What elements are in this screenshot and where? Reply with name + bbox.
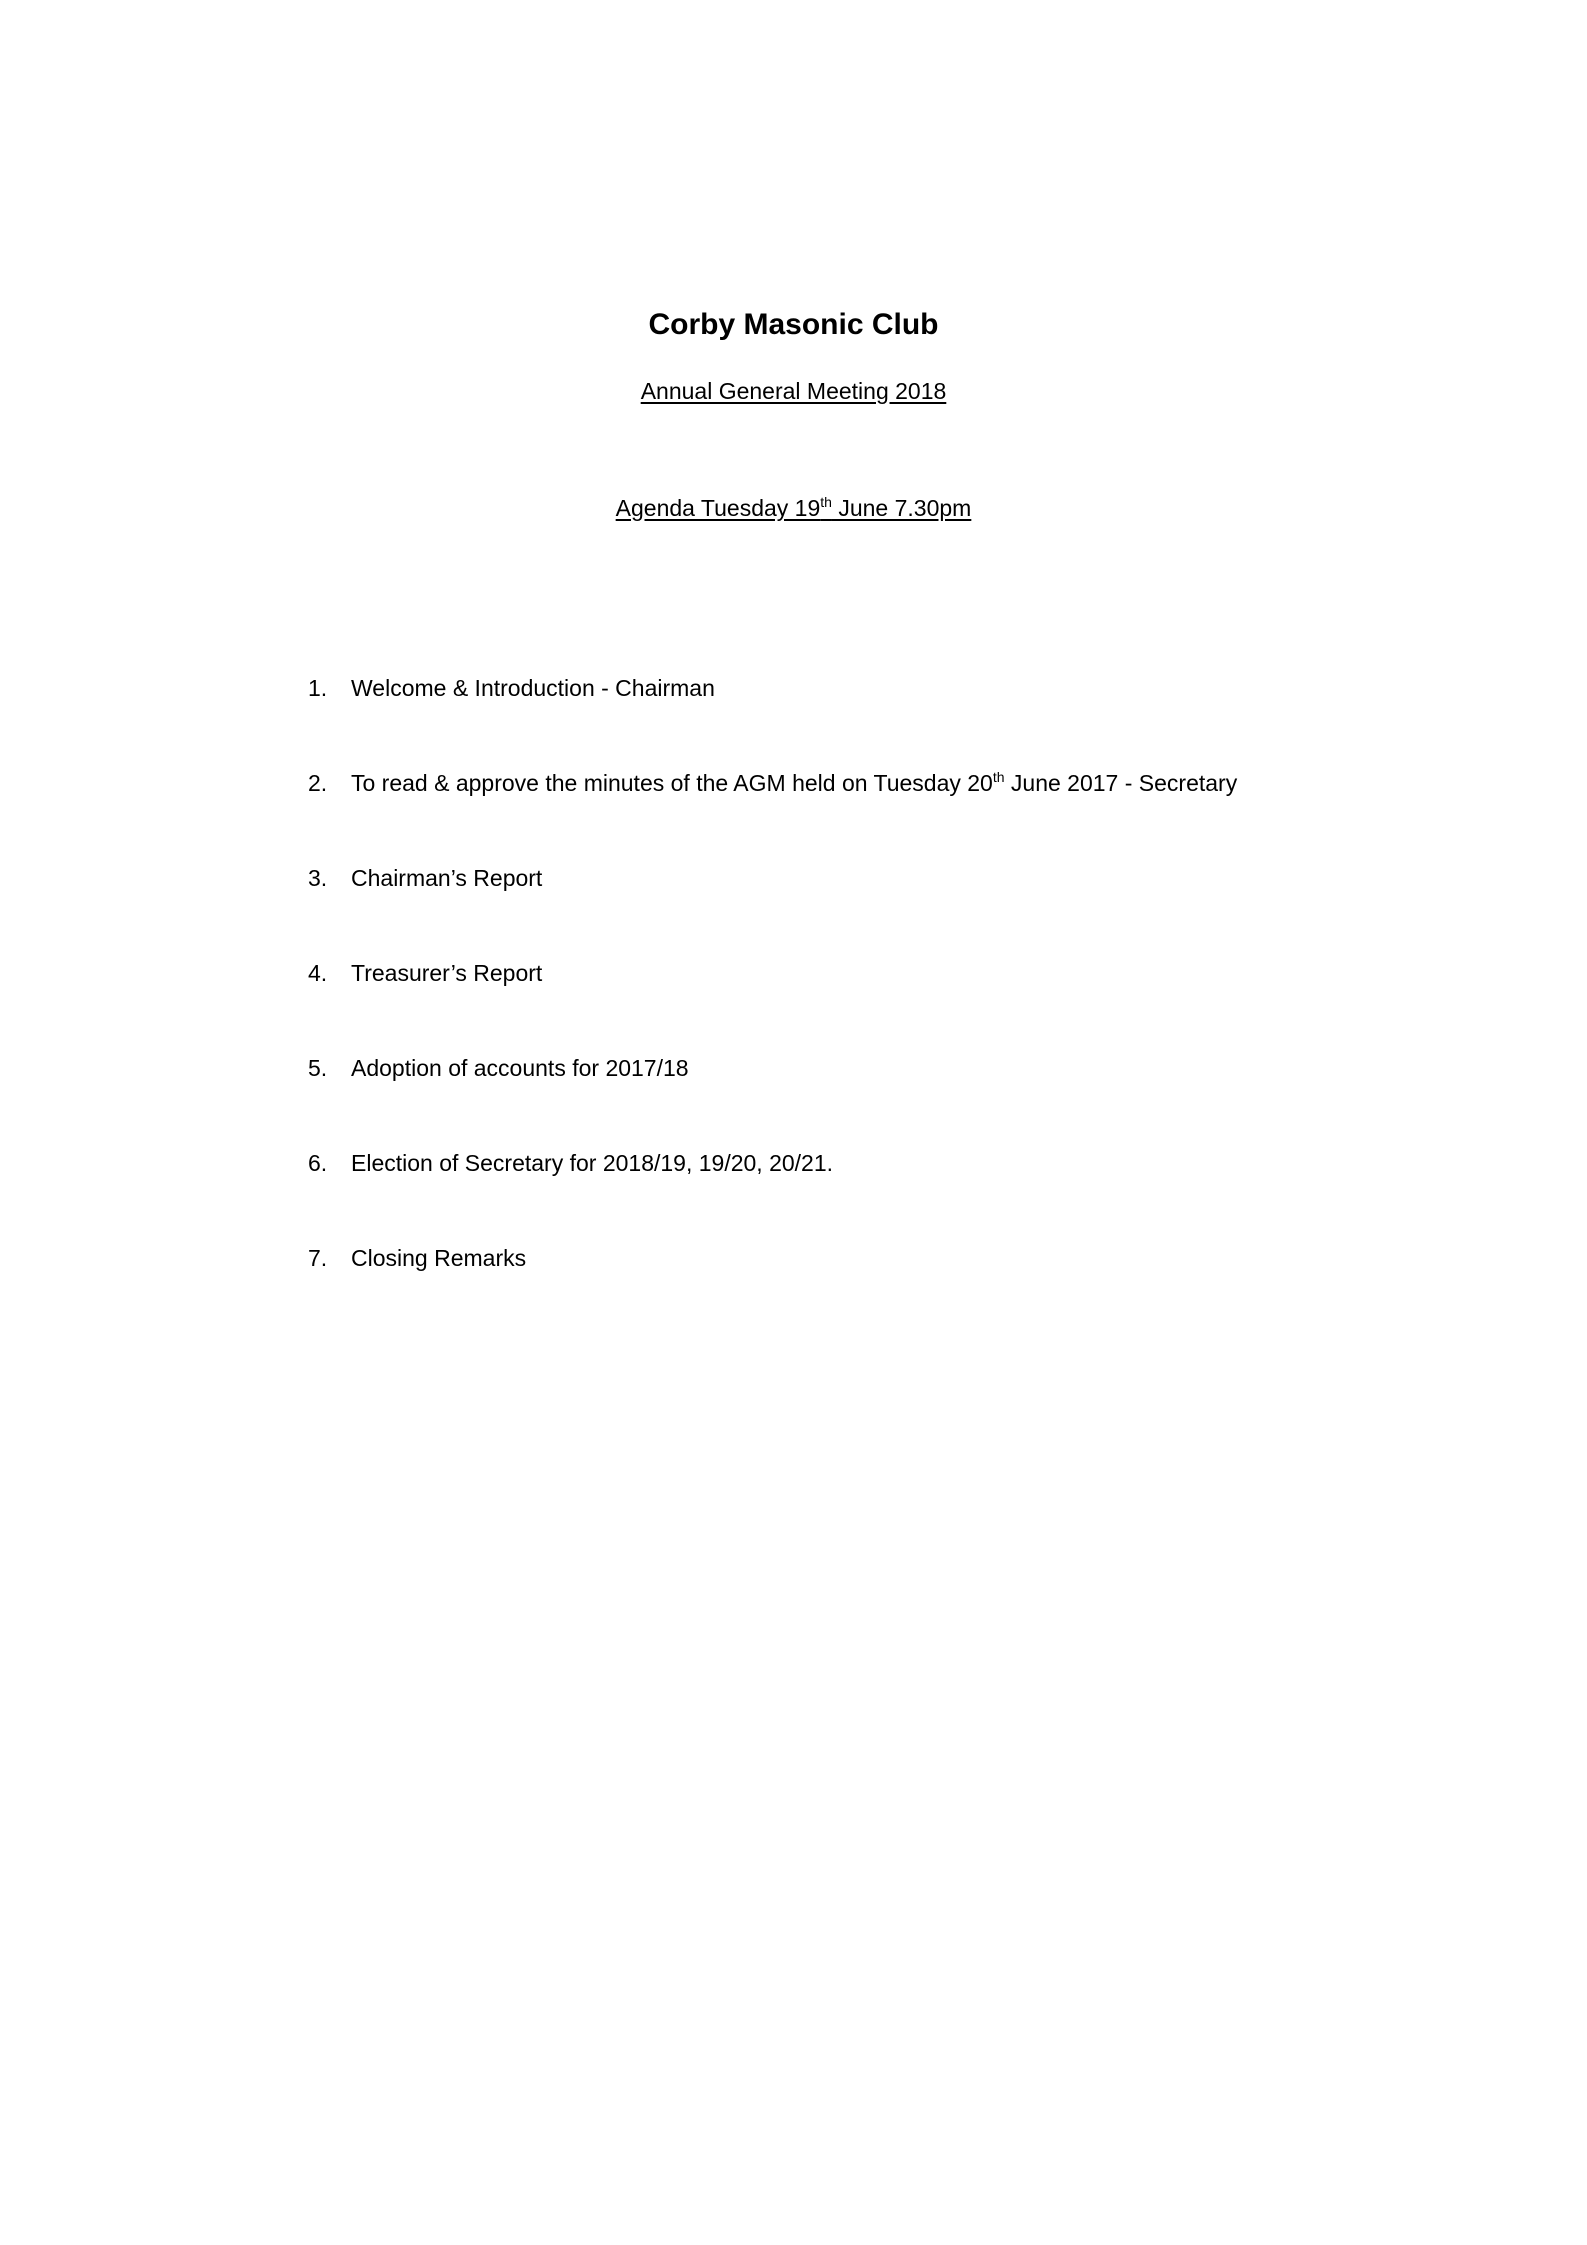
meeting-subtitle bbox=[0, 375, 1587, 407]
agenda-item-text: Closing Remarks bbox=[351, 1245, 527, 1271]
agenda-list bbox=[308, 672, 1408, 1337]
meeting-subtitle-text: Annual General Meeting 2018 bbox=[640, 378, 947, 404]
agenda-item-text-start: To read & approve the minutes of the AGM held on Tuesday 20 bbox=[351, 770, 993, 796]
agenda-heading-text bbox=[616, 495, 972, 521]
agenda-item bbox=[308, 1052, 1408, 1147]
agenda-item bbox=[308, 767, 1408, 862]
agenda-item bbox=[308, 672, 1408, 767]
agenda-item-text: Election of Secretary for 2018/19, 19/20, 20/21. bbox=[351, 1150, 834, 1176]
agenda-item-number: 4. bbox=[308, 960, 328, 986]
agenda-heading-ordinal: th bbox=[820, 494, 832, 510]
agenda-item-number: 1. bbox=[308, 675, 328, 701]
agenda-item-text: Treasurer’s Report bbox=[351, 960, 543, 986]
agenda-item-ordinal: th bbox=[992, 769, 1005, 785]
agenda-item bbox=[308, 957, 1408, 1052]
agenda-heading bbox=[0, 492, 1587, 524]
agenda-item-text: Adoption of accounts for 2017/18 bbox=[351, 1055, 689, 1081]
agenda-item bbox=[308, 1147, 1408, 1242]
agenda-item bbox=[308, 1242, 1408, 1337]
agenda-item-number: 2. bbox=[308, 770, 328, 796]
agenda-item-text bbox=[351, 767, 1237, 862]
document-title: Corby Masonic Club bbox=[648, 308, 939, 341]
agenda-item-number: 5. bbox=[308, 1055, 328, 1081]
agenda-heading-start: Agenda Tuesday 19 bbox=[615, 495, 821, 521]
agenda-item-text: Chairman’s Report bbox=[351, 865, 543, 891]
agenda-heading-end: June 7.30pm bbox=[831, 495, 972, 521]
agenda-item bbox=[308, 862, 1408, 957]
agenda-item-number: 6. bbox=[308, 1150, 328, 1176]
agenda-item-number: 3. bbox=[308, 865, 328, 891]
agenda-item-number: 7. bbox=[308, 1245, 328, 1271]
agenda-item-text-end: June 2017 - Secretary bbox=[1004, 770, 1238, 796]
agenda-item-text: Welcome & Introduction - Chairman bbox=[351, 675, 715, 701]
